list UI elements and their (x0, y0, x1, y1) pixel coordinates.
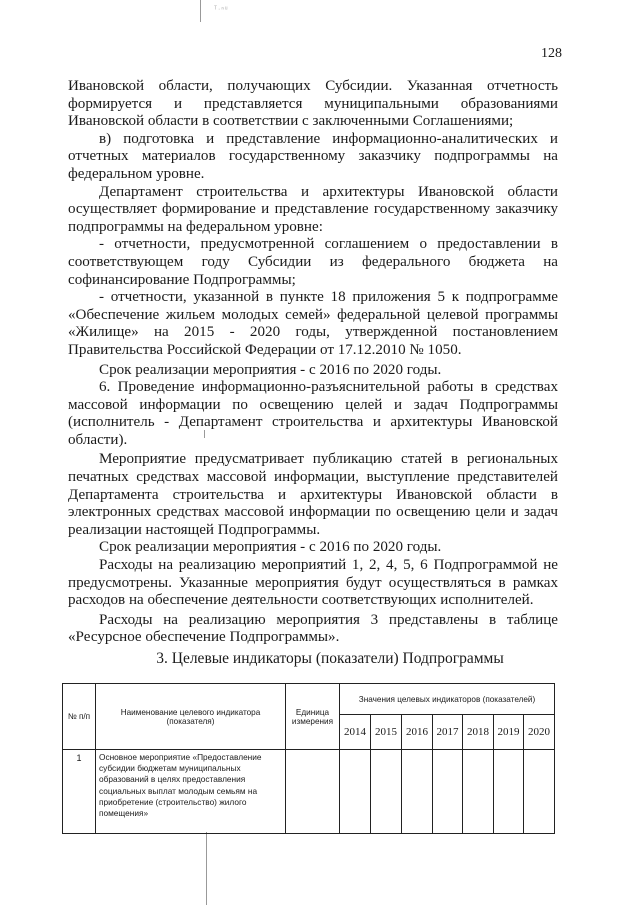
paragraph: Срок реализации мероприятия - с 2016 по 2020 годы. (99, 539, 442, 556)
paragraph: - отчетности, указанной в пункте 18 приложения 5 к подпрограмме «Обеспечение жильем молодых семей» федеральной целевой программы «Жилище» на 2015 - 2020 годы, утвержденной постановлением Правительства Российской Федерации от 17.12.2010 № 1050. (68, 289, 558, 358)
row-value (433, 750, 463, 834)
paragraph: Ивановской области, получающих Субсидии. Указанная отчетность формируется и представляется муниципальными образованиями Ивановской области в соответствии с заключенными Соглашениями; (68, 78, 558, 130)
row-unit (286, 750, 340, 834)
header-year: 2019 (494, 715, 524, 750)
table-row (63, 750, 555, 834)
row-value (402, 750, 433, 834)
header-year: 2015 (371, 715, 402, 750)
row-num: 1 (63, 750, 96, 834)
paragraph: Расходы на реализацию мероприятий 1, 2, 4, 5, 6 Подпрограммой не предусмотрены. Указанные мероприятия будут осуществляться в рамках расходов на обеспечение деятельности соответствующих исполнителей. (68, 557, 558, 609)
paragraph: Департамент строительства и архитектуры Ивановской области осуществляет формирование и представление государственному заказчику подпрограммы на федеральном уровне: (68, 183, 558, 235)
header-year: 2020 (524, 715, 555, 750)
paragraph: Расходы на реализацию мероприятия 3 представлены в таблице «Ресурсное обеспечение Подпрограммы». (68, 611, 558, 646)
header-year: 2017 (433, 715, 463, 750)
paragraph: 6. Проведение информационно-разъяснительной работы в средствах массовой информации по освещению целей и задач Подпрограммы (исполнитель - Департамент строительства и архитектуры Ивановской области). (68, 379, 558, 448)
indicators-table (62, 683, 555, 834)
paragraph: Мероприятие предусматривает публикацию статей в региональных печатных средствах массовой информации, выступление представителей Департамента строительства и архитектуры Ивановской области в электронных средствах массовой информации по освещению цели и задач реализации настоящей Подпрограммы. (68, 451, 558, 538)
page-number: 128 (541, 46, 562, 61)
row-value (340, 750, 371, 834)
paragraph: в) подготовка и представление информационно-аналитических и отчетных материалов государственному заказчику подпрограммы на федеральном уровне. (68, 130, 558, 182)
row-value (524, 750, 555, 834)
header-unit: Единица измерения (286, 684, 340, 750)
header-year: 2014 (340, 715, 371, 750)
row-value (463, 750, 494, 834)
header-year: 2018 (463, 715, 494, 750)
header-num: № п/п (63, 684, 96, 750)
header-values: Значения целевых индикаторов (показателей) (340, 684, 555, 715)
paragraph: Срок реализации мероприятия - с 2016 по 2020 годы. (99, 361, 442, 378)
header-indicator-name: Наименование целевого индикатора (показателя) (96, 684, 286, 750)
paragraph: - отчетности, предусмотренной соглашением о предоставлении в соответствующем году Субсидии из федерального бюджета на софинансирование Подпрограммы; (68, 236, 558, 288)
body-text (68, 78, 558, 647)
row-value (494, 750, 524, 834)
row-indicator-name: Основное мероприятие «Предоставление субсидии бюджетам муниципальных образований в целях предоставления социальных выплат молодым семьям на приобретение (строительство) жилого помещения» (96, 750, 286, 834)
row-value (371, 750, 402, 834)
scan-line-top (200, 0, 201, 22)
header-year: 2016 (402, 715, 433, 750)
section-title: 3. Целевые индикаторы (показатели) Подпрограммы (156, 650, 504, 667)
scan-smudge: ᵀ·ⁿᵘ (214, 6, 229, 13)
scan-line-bottom (206, 832, 207, 905)
